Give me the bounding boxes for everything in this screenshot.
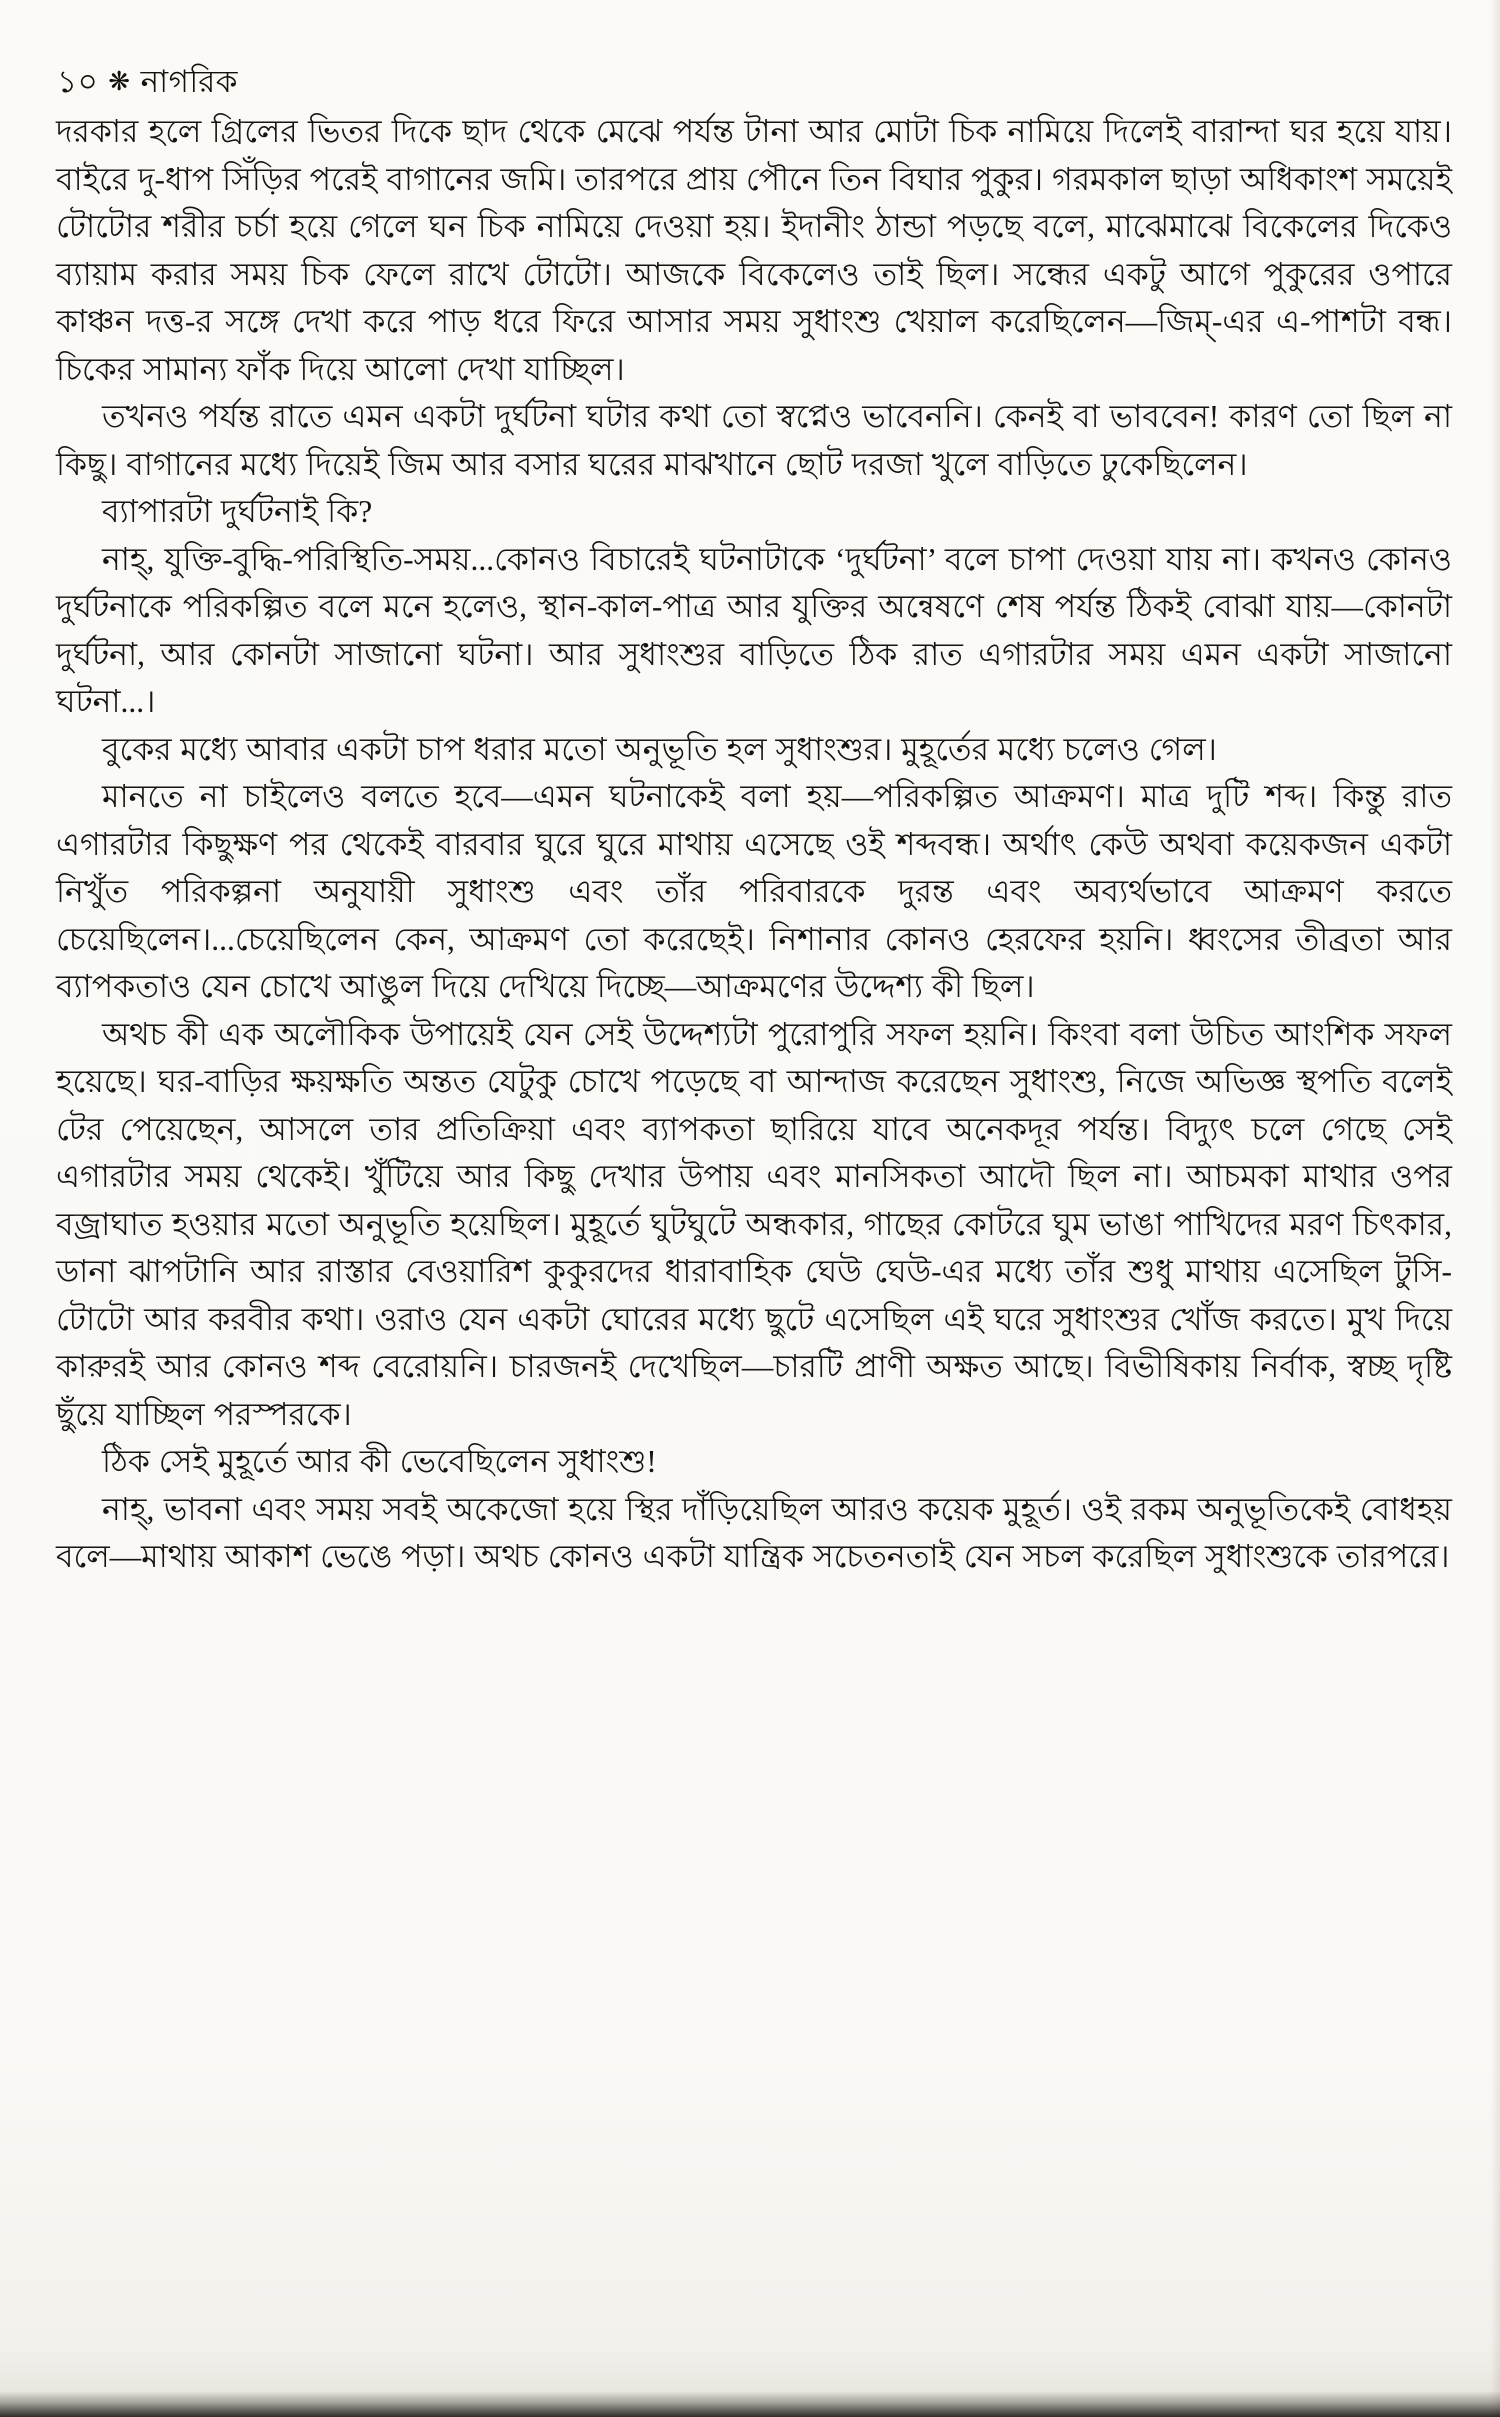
paragraph: নাহ্, যুক্তি-বুদ্ধি-পরিস্থিতি-সময়...কোনও বিচারেই ঘটনাটাকে ‘দুর্ঘটনা’ বলে চাপা দেওয়া যায় না। কখনও কোনও দুর্ঘটনাকে পরিকল্পিত বলে মনে হলেও, স্থান-কাল-পাত্র আর যুক্তির অন্বেষণে শেষ পর্যন্ত ঠিকই বোঝা যায়—কোনটা দুর্ঘটনা, আর কোনটা সাজানো ঘটনা। আর সুধাংশুর বাড়িতে ঠিক রাত এগারটার সময় এমন একটা সাজানো ঘটনা...। xyxy=(56,541,1452,719)
paragraph: তখনও পর্যন্ত রাতে এমন একটা দুর্ঘটনা ঘটার কথা তো স্বপ্নেও ভাবেননি। কেনই বা ভাববেন! কারণ তো ছিল না কিছু। বাগানের মধ্যে দিয়েই জিম আর বসার ঘরের মাঝখানে ছোট দরজা খুলে বাড়িতে ঢুকেছিলেন। xyxy=(56,399,1452,482)
running-head xyxy=(57,58,238,110)
paragraph: দরকার হলে গ্রিলের ভিতর দিকে ছাদ থেকে মেঝে পর্যন্ত টানা আর মোটা চিক নামিয়ে দিলেই বারান্দা ঘর হয়ে যায়। বাইরে দু-ধাপ সিঁড়ির পরেই বাগানের জমি। তারপরে প্রায় পৌনে তিন বিঘার পুকুর। গরমকাল ছাড়া অধিকাংশ সময়েই টোটোর শরীর চর্চা হয়ে গেলে ঘন চিক নামিয়ে দেওয়া হয়। ইদানীং ঠান্ডা পড়ছে বলে, মাঝেমাঝে বিকেলের দিকেও ব্যায়াম করার সময় চিক ফেলে রাখে টোটো। আজকে বিকেলেও তাই ছিল। সন্ধের একটু আগে পুকুরের ওপারে কাঞ্চন দত্ত-র সঙ্গে দেখা করে পাড় ধরে ফিরে আসার সময় সুধাংশু খেয়াল করেছিলেন—জিম্-এর এ-পাশটা বন্ধ। চিকের সামান্য ফাঁক দিয়ে আলো দেখা যাচ্ছিল। xyxy=(56,114,1452,387)
book-title: নাগরিক xyxy=(140,64,238,99)
paragraph: মানতে না চাইলেও বলতে হবে—এমন ঘটনাকেই বলা হয়—পরিকল্পিত আক্রমণ। মাত্র দুটি শব্দ। কিন্তু রাত এগারটার কিছুক্ষণ পর থেকেই বারবার ঘুরে ঘুরে মাথায় এসেছে ওই শব্দবন্ধ। অর্থাৎ কেউ অথবা কয়েকজন একটা নিখুঁত পরিকল্পনা অনুযায়ী সুধাংশু এবং তাঁর পরিবারকে দুরন্ত এবং অব্যর্থভাবে আক্রমণ করতে চেয়েছিলেন।...চেয়েছিলেন কেন, আক্রমণ তো করেছেই। নিশানার কোনও হেরফের হয়নি। ধ্বংসের তীব্রতা আর ব্যাপকতাও যেন চোখে আঙুল দিয়ে দেখিয়ে দিচ্ছে—আক্রমণের উদ্দেশ্য কী ছিল। xyxy=(56,779,1452,1004)
page-number: ১০ xyxy=(57,64,99,99)
scan-edge-shadow xyxy=(0,2391,1500,2417)
paragraph: ব্যাপারটা দুর্ঘটনাই কি? xyxy=(102,494,373,529)
paragraph: নাহ্, ভাবনা এবং সময় সবই অকেজো হয়ে স্থির দাঁড়িয়েছিল আরও কয়েক মুহূর্ত। ওই রকম অনুভূতিকেই বোধহয় বলে—মাথায় আকাশ ভেঙে পড়া। অথচ কোনও একটা যান্ত্রিক সচেতনতাই যেন সচল করেছিল সুধাংশুকে তারপরে। xyxy=(56,1491,1452,1574)
paragraph: বুকের মধ্যে আবার একটা চাপ ধরার মতো অনুভূতি হল সুধাংশুর। মুহূর্তের মধ্যে চলেও গেল। xyxy=(102,731,1217,767)
body-text xyxy=(56,108,1452,1581)
paragraph: অথচ কী এক অলৌকিক উপায়েই যেন সেই উদ্দেশ্যটা পুরোপুরি সফল হয়নি। কিংবা বলা উচিত আংশিক সফল হয়েছে। ঘর-বাড়ির ক্ষয়ক্ষতি অন্তত যেটুকু চোখে পড়েছে বা আন্দাজ করেছেন সুধাংশু, নিজে অভিজ্ঞ স্থপতি বলেই টের পেয়েছেন, আসলে তার প্রতিক্রিয়া এবং ব্যাপকতা ছারিয়ে যাবে অনেকদূর পর্যন্ত। বিদ্যুৎ চলে গেছে সেই এগারটার সময় থেকেই। খুঁটিয়ে আর কিছু দেখার উপায় এবং মানসিকতা আদৌ ছিল না। আচমকা মাথার ওপর বজ্রাঘাত হওয়ার মতো অনুভূতি হয়েছিল। মুহূর্তে ঘুটঘুটে অন্ধকার, গাছের কোটরে ঘুম ভাঙা পাখিদের মরণ চিৎকার, ডানা ঝাপটানি আর রাস্তার বেওয়ারিশ কুকুরদের ধারাবাহিক ঘেউ ঘেউ-এর মধ্যে তাঁর শুধু মাথায় এসেছিল টুসি-টোটো আর করবীর কথা। ওরাও যেন একটা ঘোরের মধ্যে ছুটে এসেছিল এই ঘরে সুধাংশুর খোঁজ করতে। মুখ দিয়ে কারুরই আর কোনও শব্দ বেরোয়নি। চারজনই দেখেছিল—চারটি প্রাণী অক্ষত আছে। বিভীষিকায় নির্বাক, স্বচ্ছ দৃষ্টি ছুঁয়ে যাচ্ছিল পরস্পরকে। xyxy=(56,1016,1452,1432)
floral-ornament-icon: ❋ xyxy=(108,67,131,96)
paragraph: ঠিক সেই মুহূর্তে আর কী ভেবেছিলেন সুধাংশু! xyxy=(102,1444,657,1479)
scan-edge-shadow xyxy=(1490,0,1500,2417)
